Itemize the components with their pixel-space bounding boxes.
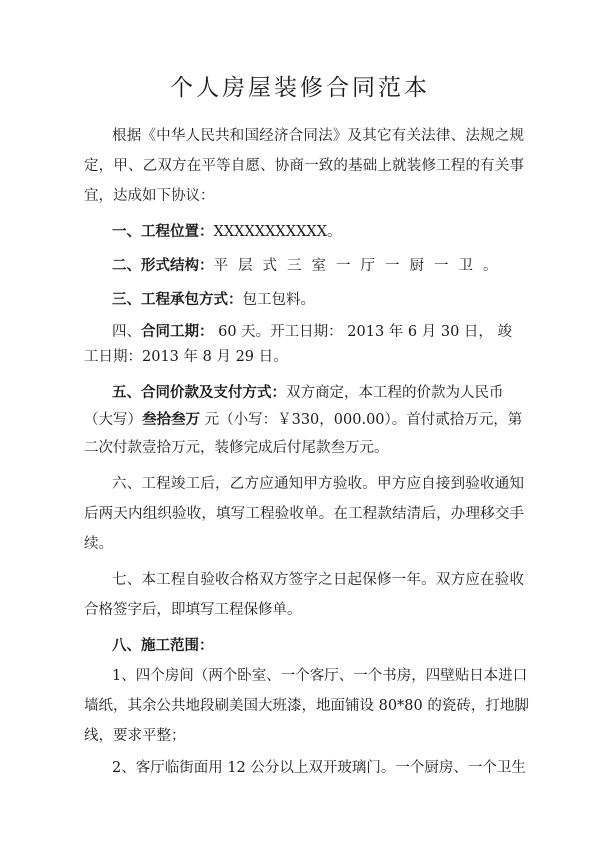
item-4-prefix: 四、 bbox=[112, 324, 141, 340]
item-5-line-3: 二次付款壹拾万元，装修完成后付尾款叁万元。 bbox=[84, 440, 389, 456]
item-2-label: 二、形式结构： bbox=[112, 257, 214, 274]
item-2 bbox=[112, 256, 524, 276]
item-6-line-2: 后两天内组织验收，填写工程验收单。在工程款结清后，办理移交手 bbox=[84, 506, 524, 522]
item-4-line-2: 工日期：2013 年 8 月 29 日。 bbox=[84, 349, 288, 365]
item-5-text: 双方商定，本工程的价款为人民币 bbox=[286, 385, 504, 401]
item-3-label: 三、工程承包方式： bbox=[112, 291, 243, 308]
item-1-value: XXXXXXXXXXX。 bbox=[213, 224, 342, 240]
item-3-value: 包工包料。 bbox=[242, 292, 315, 308]
intro-line-2: 定，甲、乙双方在平等自愿、协商一致的基础上就装修工程的有关事 bbox=[84, 158, 524, 174]
intro-line-1: 根据《中华人民共和国经济合同法》及其它有关法律、法规之规 bbox=[112, 128, 524, 144]
scope-1-line-2: 墙纸，其余公共地段刷美国大班漆，地面铺设 80*80 的瓷砖，打地脚 bbox=[84, 698, 529, 714]
item-6-line-3: 续。 bbox=[84, 536, 113, 552]
item-4-text: 60 天。开工日期： 2013 年 6 月 30 日， 竣 bbox=[213, 324, 513, 340]
item-3 bbox=[112, 290, 524, 310]
item-4-label: 合同工期： bbox=[141, 323, 214, 340]
item-2-value: 平层式三室一厅一厨一卫。 bbox=[213, 258, 508, 274]
item-1-label: 一、工程位置： bbox=[112, 223, 214, 240]
intro-line-3: 宜，达成如下协议： bbox=[84, 188, 215, 204]
item-4-line-1 bbox=[112, 322, 524, 342]
scope-2-line-1: 2、客厅临街面用 12 公分以上双开玻璃门。一个厨房、一个卫生 bbox=[112, 760, 526, 776]
item-5-label: 五、合同价款及支付方式： bbox=[112, 384, 286, 401]
item-7-line-2: 合格签字后，即填写工程保修单。 bbox=[84, 602, 302, 618]
scope-1-line-3: 线，要求平整； bbox=[84, 728, 186, 744]
page-title: 个人房屋装修合同范本 bbox=[170, 75, 430, 101]
item-6-line-1: 六、工程竣工后，乙方应通知甲方验收。甲方应自接到验收通知 bbox=[112, 476, 524, 492]
item-5-post: 元（小写：￥330，000.00）。首付贰拾万元，第 bbox=[200, 412, 523, 428]
item-5-line-2 bbox=[84, 410, 524, 430]
item-7-line-1: 七、本工程自验收合格双方签字之日起保修一年。双方应在验收 bbox=[112, 572, 524, 588]
item-5-pre: （大写） bbox=[84, 412, 142, 428]
item-5-line-1 bbox=[112, 383, 524, 403]
item-5-amount-words: 叁拾叁万 bbox=[142, 411, 200, 428]
item-8 bbox=[112, 636, 524, 656]
item-1 bbox=[112, 222, 524, 242]
scope-1-line-1: 1、四个房间（两个卧室、一个客厅、一个书房，四壁贴日本进口 bbox=[112, 668, 528, 684]
item-8-label: 八、施工范围： bbox=[112, 637, 214, 654]
